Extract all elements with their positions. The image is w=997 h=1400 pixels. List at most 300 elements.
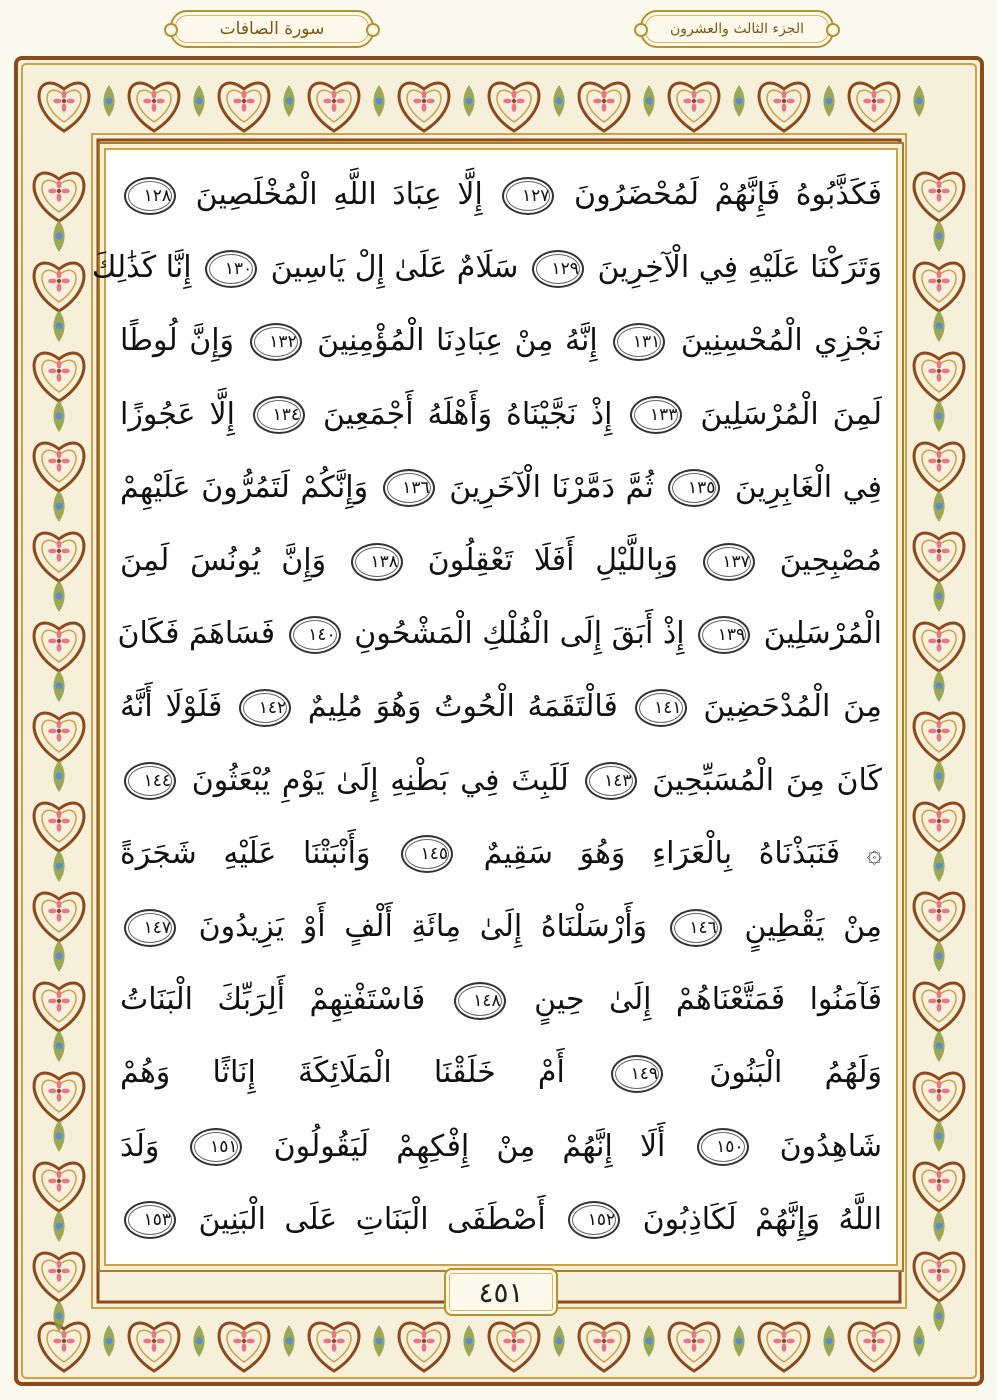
verse-text: كَانَ مِنَ الْمُسَبِّحِينَ xyxy=(652,762,882,798)
text-line xyxy=(120,380,882,449)
frame-petal xyxy=(48,189,56,194)
verse-text: وَإِنَّ يُونُسَ لَمِنَ xyxy=(120,543,327,579)
ayah-number-marker: ١٣١ xyxy=(613,323,665,361)
frame-petal xyxy=(61,459,69,464)
frame-petal xyxy=(516,1339,524,1344)
frame-petal xyxy=(57,900,62,908)
frame-petal xyxy=(61,369,69,374)
frame-petal xyxy=(941,189,949,194)
frame-petal xyxy=(928,549,936,554)
verse-text: إِنَّهُ مِنْ عِبَادِنَا الْمُؤْمِنِينَ xyxy=(317,323,598,359)
text-line xyxy=(120,526,882,595)
verse-text: اللَّهُ وَإِنَّهُمْ لَكَاذِبُونَ xyxy=(642,1201,882,1237)
verse-text: إِلَّا عِبَادَ اللَّهِ الْمُخْلَصِينَ xyxy=(195,177,483,212)
verse-text: فَالْتَقَمَهُ الْحُوتُ وَهُوَ مُلِيمٌ xyxy=(307,689,618,725)
ayah-number-marker: ١٤٩ xyxy=(611,1055,663,1093)
frame-petal xyxy=(57,463,62,471)
ayah-number-marker: ١٥٣ xyxy=(124,1201,176,1239)
frame-petal xyxy=(937,733,942,741)
verse-text: مِنْ يَقْطِينٍ xyxy=(744,909,882,945)
frame-petal xyxy=(426,1339,434,1344)
frame-petal xyxy=(233,1339,241,1344)
frame-flower-center xyxy=(152,1339,156,1343)
frame-flower-center xyxy=(937,999,941,1003)
frame-petal xyxy=(48,459,56,464)
frame-petal xyxy=(242,1330,247,1338)
frame-flower-center xyxy=(872,1339,876,1343)
frame-petal xyxy=(61,999,69,1004)
frame-petal xyxy=(426,99,434,104)
verse-text: شَاهِدُونَ xyxy=(779,1128,882,1164)
frame-bead xyxy=(935,862,942,869)
frame-petal xyxy=(782,90,787,98)
frame-petal xyxy=(61,1269,69,1274)
ayah-number-marker: ١٣٥ xyxy=(668,469,720,507)
frame-petal xyxy=(928,999,936,1004)
frame-petal xyxy=(941,1269,949,1274)
ayah-number-marker: ١٤٠ xyxy=(289,616,341,654)
frame-petal xyxy=(152,103,157,111)
frame-flower-center xyxy=(57,819,61,823)
frame-petal xyxy=(48,279,56,284)
verse-text: مِنَ الْمُدْحَضِينَ xyxy=(703,689,882,725)
frame-petal xyxy=(48,1089,56,1094)
frame-bead xyxy=(55,592,62,599)
frame-flower-center xyxy=(937,189,941,193)
frame-bead xyxy=(935,502,942,509)
text-panel xyxy=(91,148,898,1266)
frame-petal xyxy=(606,1339,614,1344)
text-line xyxy=(120,746,882,815)
frame-flower-center xyxy=(937,729,941,733)
frame-bead xyxy=(935,1312,942,1319)
frame-petal xyxy=(156,1339,164,1344)
frame-petal xyxy=(928,1089,936,1094)
frame-flower-center xyxy=(242,99,246,103)
verse-text: لَمِنَ الْمُرْسَلِينَ xyxy=(700,396,882,432)
frame-petal xyxy=(336,99,344,104)
hizb-marker-icon: ۞ xyxy=(866,838,882,869)
text-line xyxy=(120,892,882,961)
frame-petal xyxy=(937,823,942,831)
frame-flower-center xyxy=(152,99,156,103)
frame-petal xyxy=(928,819,936,824)
frame-petal xyxy=(941,1179,949,1184)
frame-petal xyxy=(593,1339,601,1344)
frame-petal xyxy=(937,720,942,728)
frame-petal xyxy=(937,180,942,188)
frame-petal xyxy=(876,1339,884,1344)
frame-flower-center xyxy=(62,1339,66,1343)
frame-flower-center xyxy=(937,549,941,553)
verse-text: سَلَامٌ عَلَىٰ إِلْ يَاسِينَ xyxy=(270,250,519,286)
frame-flower-center xyxy=(782,1339,786,1343)
frame-flower-center xyxy=(602,1339,606,1343)
frame-petal xyxy=(323,99,331,104)
frame-petal xyxy=(152,90,157,98)
frame-petal xyxy=(143,99,151,104)
frame-petal xyxy=(57,283,62,291)
frame-petal xyxy=(516,99,524,104)
ayah-number-marker: ١٤٨ xyxy=(454,982,506,1020)
frame-flower-center xyxy=(937,1179,941,1183)
frame-petal xyxy=(937,810,942,818)
verse-text: فَسَاهَمَ فَكَانَ xyxy=(117,616,276,652)
frame-flower-center xyxy=(57,369,61,373)
frame-bead xyxy=(935,682,942,689)
frame-petal xyxy=(863,99,871,104)
frame-bead xyxy=(375,97,382,104)
text-line xyxy=(120,1038,882,1107)
frame-petal xyxy=(937,463,942,471)
frame-petal xyxy=(48,639,56,644)
frame-flower-center xyxy=(937,909,941,913)
frame-petal xyxy=(66,1339,74,1344)
page-number: ٤٥١ xyxy=(444,1268,558,1316)
frame-petal xyxy=(692,1330,697,1338)
verse-text: وَأَرْسَلْنَاهُ إِلَىٰ مِائَةِ أَلْفٍ أَوْ يَزِيدُونَ xyxy=(198,909,648,945)
frame-petal xyxy=(61,1089,69,1094)
ayah-number-marker: ١٣٦ xyxy=(383,469,435,507)
verse-text: وَبِاللَّيْلِ أَفَلَا تَعْقِلُونَ xyxy=(427,543,679,579)
frame-petal xyxy=(928,909,936,914)
frame-bead xyxy=(825,1337,832,1344)
verse-text: وَتَرَكْنَا عَلَيْهِ فِي الْآخِرِينَ xyxy=(597,250,882,286)
verse-text: وَإِنَّ لُوطًا xyxy=(120,323,235,359)
frame-petal xyxy=(57,193,62,201)
frame-bead xyxy=(915,1337,922,1344)
frame-petal xyxy=(242,90,247,98)
ayah-number-marker: ١٥٢ xyxy=(568,1201,620,1239)
frame-flower-center xyxy=(57,189,61,193)
frame-petal xyxy=(937,1093,942,1101)
frame-flower-center xyxy=(332,1339,336,1343)
frame-petal xyxy=(512,1343,517,1351)
text-line xyxy=(120,965,882,1034)
frame-petal xyxy=(937,553,942,561)
frame-petal xyxy=(152,1343,157,1351)
frame-petal xyxy=(323,1339,331,1344)
frame-bead xyxy=(735,97,742,104)
frame-petal xyxy=(61,729,69,734)
ayah-number-marker: ١٣٠ xyxy=(205,250,257,288)
frame-bead xyxy=(55,322,62,329)
text-line xyxy=(120,1112,882,1181)
verse-text: فَنَبَذْنَاهُ بِالْعَرَاءِ وَهُوَ سَقِيمٌ xyxy=(483,835,841,871)
frame-petal xyxy=(928,1179,936,1184)
text-line xyxy=(120,672,882,741)
frame-petal xyxy=(937,1260,942,1268)
verse-text: إِذْ نَجَّيْنَاهُ وَأَهْلَهُ أَجْمَعِينَ xyxy=(322,396,613,432)
frame-petal xyxy=(928,459,936,464)
frame-flower-center xyxy=(937,279,941,283)
verse-text: فِي الْغَابِرِينَ xyxy=(734,469,882,505)
verse-text: وَلَهُمُ الْبَنُونَ xyxy=(709,1055,882,1091)
frame-petal xyxy=(937,1080,942,1088)
frame-petal xyxy=(937,373,942,381)
frame-petal xyxy=(503,1339,511,1344)
frame-petal xyxy=(57,1080,62,1088)
verse-text: أَمْ خَلَقْنَا الْمَلَائِكَةَ إِنَاثًا وَهُمْ xyxy=(120,1055,565,1091)
frame-petal xyxy=(57,1093,62,1101)
verse-text: فَكَذَّبُوهُ فَإِنَّهُمْ لَمُحْضَرُونَ xyxy=(574,177,883,212)
frame-flower-center xyxy=(332,99,336,103)
frame-petal xyxy=(593,99,601,104)
frame-petal xyxy=(422,1343,427,1351)
frame-petal xyxy=(937,283,942,291)
frame-bead xyxy=(645,1337,652,1344)
frame-petal xyxy=(66,99,74,104)
frame-flower-center xyxy=(57,279,61,283)
frame-petal xyxy=(53,1339,61,1344)
frame-flower-center xyxy=(57,999,61,1003)
frame-petal xyxy=(57,1260,62,1268)
text-line xyxy=(120,1185,882,1254)
frame-bead xyxy=(285,1337,292,1344)
frame-flower-center xyxy=(782,99,786,103)
frame-flower-center xyxy=(57,909,61,913)
frame-bead xyxy=(935,952,942,959)
frame-petal xyxy=(413,1339,421,1344)
frame-petal xyxy=(941,549,949,554)
frame-petal xyxy=(57,720,62,728)
frame-petal xyxy=(512,1330,517,1338)
ayah-number-marker: ١٣٤ xyxy=(253,396,305,434)
ayah-number-marker: ١٤٦ xyxy=(670,909,722,947)
frame-petal xyxy=(57,373,62,381)
verse-text: فَآمَنُوا فَمَتَّعْنَاهُمْ إِلَىٰ حِينٍ xyxy=(534,982,882,1018)
frame-petal xyxy=(692,90,697,98)
frame-bead xyxy=(55,1222,62,1229)
frame-bead xyxy=(195,97,202,104)
ayah-number-marker: ١٣٧ xyxy=(703,543,755,581)
ayah-number-marker: ١٤١ xyxy=(635,689,687,727)
frame-petal xyxy=(696,1339,704,1344)
frame-petal xyxy=(928,279,936,284)
verse-text: إِنَّا كَذَٰلِكَ xyxy=(91,250,192,286)
frame-petal xyxy=(928,189,936,194)
frame-petal xyxy=(786,1339,794,1344)
frame-bead xyxy=(735,1337,742,1344)
frame-petal xyxy=(937,193,942,201)
frame-petal xyxy=(61,549,69,554)
verse-text: أَصْطَفَى الْبَنَاتِ عَلَى الْبَنِينَ xyxy=(198,1201,546,1237)
frame-petal xyxy=(57,1273,62,1281)
verse-text: لَلَبِثَ فِي بَطْنِهِ إِلَىٰ يَوْمِ يُبْعَثُونَ xyxy=(191,762,569,798)
frame-petal xyxy=(48,369,56,374)
frame-bead xyxy=(105,97,112,104)
ayah-number-marker: ١٤٢ xyxy=(239,689,291,727)
frame-petal xyxy=(57,643,62,651)
frame-petal xyxy=(57,733,62,741)
frame-petal xyxy=(602,103,607,111)
frame-bead xyxy=(935,1042,942,1049)
frame-petal xyxy=(61,909,69,914)
frame-petal xyxy=(57,823,62,831)
frame-petal xyxy=(57,180,62,188)
frame-petal xyxy=(62,1330,67,1338)
frame-flower-center xyxy=(57,1089,61,1093)
frame-petal xyxy=(61,819,69,824)
frame-petal xyxy=(941,999,949,1004)
frame-bead xyxy=(55,682,62,689)
frame-petal xyxy=(57,1170,62,1178)
frame-petal xyxy=(48,549,56,554)
frame-petal xyxy=(422,103,427,111)
text-line xyxy=(120,306,882,375)
frame-petal xyxy=(941,729,949,734)
frame-bead xyxy=(935,592,942,599)
frame-petal xyxy=(928,1269,936,1274)
frame-flower-center xyxy=(692,99,696,103)
frame-petal xyxy=(61,189,69,194)
ayah-number-marker: ١٢٨ xyxy=(124,177,176,215)
frame-petal xyxy=(422,90,427,98)
frame-petal xyxy=(61,1179,69,1184)
frame-petal xyxy=(57,1003,62,1011)
frame-flower-center xyxy=(937,369,941,373)
ayah-number-marker: ١٣٢ xyxy=(250,323,302,361)
ayah-number-marker: ١٣٩ xyxy=(698,616,750,654)
frame-petal xyxy=(937,1003,942,1011)
frame-bead xyxy=(55,862,62,869)
frame-petal xyxy=(941,1089,949,1094)
frame-petal xyxy=(876,99,884,104)
frame-petal xyxy=(937,643,942,651)
frame-petal xyxy=(941,369,949,374)
frame-petal xyxy=(937,990,942,998)
frame-flower-center xyxy=(57,639,61,643)
frame-bead xyxy=(195,1337,202,1344)
ayah-number-marker: ١٢٧ xyxy=(502,177,554,215)
frame-bead xyxy=(375,1337,382,1344)
frame-petal xyxy=(602,1343,607,1351)
frame-petal xyxy=(692,103,697,111)
ayah-number-marker: ١٤٥ xyxy=(401,835,453,873)
verse-text: مُصْبِحِينَ xyxy=(779,543,882,579)
ayah-number-marker: ١٤٣ xyxy=(585,762,637,800)
frame-bead xyxy=(105,1337,112,1344)
frame-flower-center xyxy=(937,1269,941,1273)
frame-bead xyxy=(935,1222,942,1229)
frame-petal xyxy=(233,99,241,104)
frame-petal xyxy=(57,990,62,998)
frame-petal xyxy=(941,819,949,824)
frame-flower-center xyxy=(422,99,426,103)
text-lines xyxy=(91,160,883,1254)
frame-flower-center xyxy=(937,1089,941,1093)
frame-petal xyxy=(928,369,936,374)
verse-text: وَإِنَّكُمْ لَتَمُرُّونَ عَلَيْهِمْ xyxy=(120,469,369,505)
frame-petal xyxy=(941,279,949,284)
frame-petal xyxy=(62,103,67,111)
frame-petal xyxy=(57,913,62,921)
frame-petal xyxy=(242,1343,247,1351)
frame-bead xyxy=(55,1312,62,1319)
frame-petal xyxy=(941,639,949,644)
frame-bead xyxy=(465,1337,472,1344)
frame-petal xyxy=(143,1339,151,1344)
frame-petal xyxy=(152,1330,157,1338)
frame-petal xyxy=(53,99,61,104)
frame-bead xyxy=(825,97,832,104)
frame-bead xyxy=(55,232,62,239)
frame-bead xyxy=(915,97,922,104)
frame-petal xyxy=(61,279,69,284)
frame-flower-center xyxy=(57,459,61,463)
frame-flower-center xyxy=(57,1179,61,1183)
frame-petal xyxy=(156,99,164,104)
frame-petal xyxy=(422,1330,427,1338)
frame-petal xyxy=(683,99,691,104)
frame-petal xyxy=(48,1179,56,1184)
frame-petal xyxy=(332,1330,337,1338)
frame-petal xyxy=(937,1170,942,1178)
ayah-number-marker: ١٢٩ xyxy=(532,250,584,288)
frame-flower-center xyxy=(422,1339,426,1343)
frame-petal xyxy=(246,1339,254,1344)
frame-petal xyxy=(782,1343,787,1351)
frame-petal xyxy=(696,99,704,104)
frame-flower-center xyxy=(937,459,941,463)
frame-flower-center xyxy=(692,1339,696,1343)
frame-petal xyxy=(937,360,942,368)
frame-petal xyxy=(62,90,67,98)
frame-petal xyxy=(246,99,254,104)
frame-petal xyxy=(683,1339,691,1344)
frame-bead xyxy=(935,772,942,779)
frame-bead xyxy=(555,97,562,104)
frame-petal xyxy=(602,1330,607,1338)
frame-petal xyxy=(937,1273,942,1281)
text-line xyxy=(91,233,882,302)
frame-bead xyxy=(55,772,62,779)
frame-petal xyxy=(937,270,942,278)
frame-petal xyxy=(242,103,247,111)
frame-petal xyxy=(937,900,942,908)
frame-petal xyxy=(872,103,877,111)
frame-petal xyxy=(48,999,56,1004)
frame-bead xyxy=(555,1337,562,1344)
frame-petal xyxy=(786,99,794,104)
frame-petal xyxy=(941,459,949,464)
frame-petal xyxy=(773,1339,781,1344)
frame-petal xyxy=(48,729,56,734)
frame-petal xyxy=(336,1339,344,1344)
verse-text: وَلَدَ xyxy=(120,1128,160,1164)
frame-petal xyxy=(782,1330,787,1338)
frame-flower-center xyxy=(872,99,876,103)
frame-petal xyxy=(692,1343,697,1351)
frame-bead xyxy=(935,322,942,329)
frame-bead xyxy=(935,232,942,239)
frame-petal xyxy=(57,553,62,561)
frame-petal xyxy=(62,1343,67,1351)
frame-petal xyxy=(61,639,69,644)
frame-petal xyxy=(332,103,337,111)
frame-petal xyxy=(512,103,517,111)
frame-petal xyxy=(512,90,517,98)
frame-bead xyxy=(55,952,62,959)
frame-petal xyxy=(57,810,62,818)
ayah-number-marker: ١٣٨ xyxy=(351,543,403,581)
frame-bead xyxy=(465,97,472,104)
frame-petal xyxy=(937,1183,942,1191)
frame-petal xyxy=(928,729,936,734)
frame-petal xyxy=(57,360,62,368)
surah-title: سورة الصافات xyxy=(170,10,374,48)
frame-petal xyxy=(872,1343,877,1351)
